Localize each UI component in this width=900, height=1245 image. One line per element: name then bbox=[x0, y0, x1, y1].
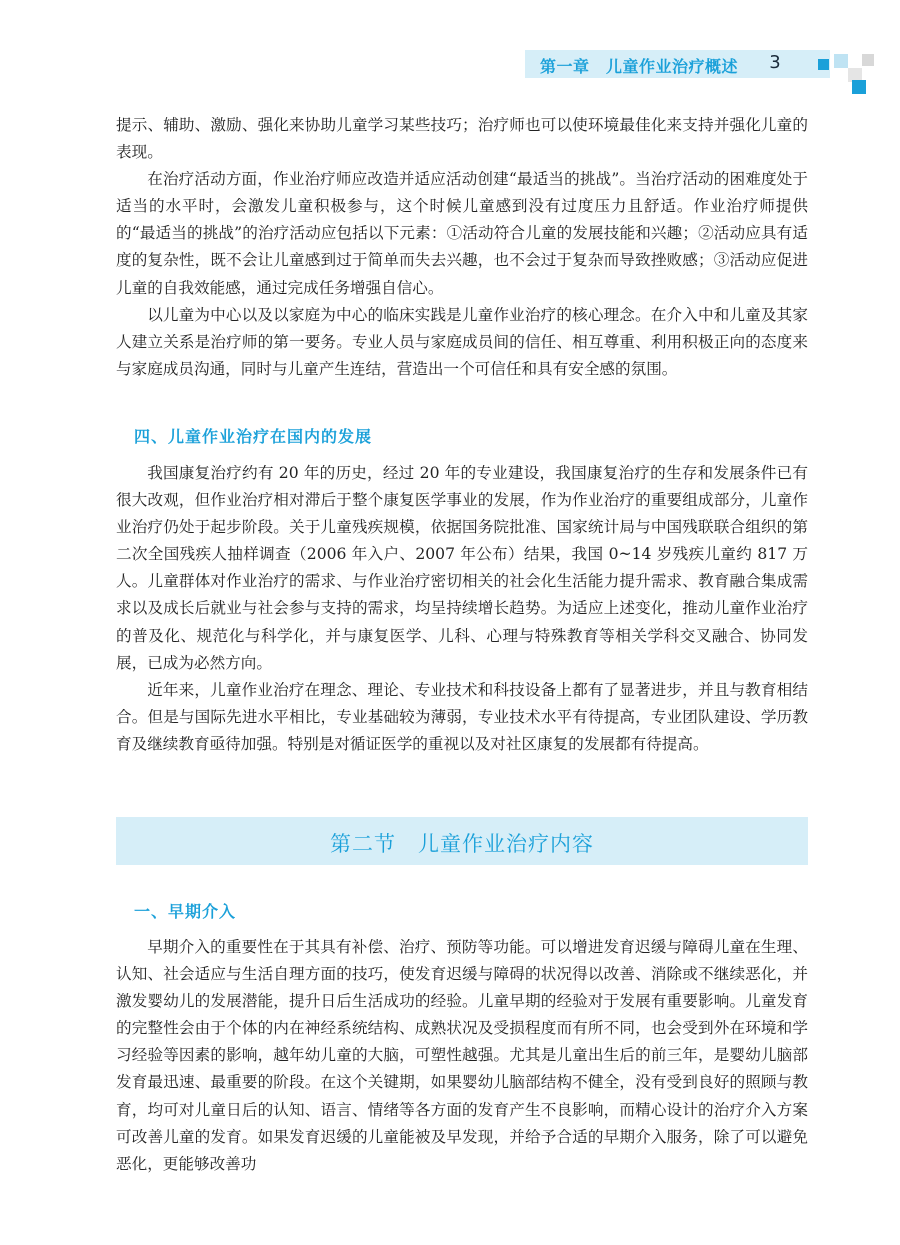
section-banner bbox=[116, 817, 808, 865]
paragraph: 提示、辅助、激励、强化来协助儿童学习某些技巧；治疗师也可以使环境最佳化来支持并强化儿童的表现。 bbox=[116, 116, 808, 162]
section-heading: 一、早期介入 bbox=[134, 902, 237, 921]
paragraph: 在治疗活动方面，作业治疗师应改造并适应活动创建“最适当的挑战”。当治疗活动的困难度处于适当的水平时，会激发儿童积极参与，这个时候儿童感到没有过度压力且舒适。作业治疗师提供的“最适当的挑战”的治疗活动应包括以下元素：①活动符合儿童的发展技能和兴趣；②活动应具有适度的复杂性，既不会让儿童感到过于简单而失去兴趣，也不会过于复杂而导致挫败感；③活动应促进儿童的自我效能感，通过完成任务增强自信心。 bbox=[116, 170, 808, 297]
section-title: 第二节 儿童作业治疗内容 bbox=[330, 832, 594, 856]
page-number: 3 bbox=[769, 52, 781, 73]
decor-square-icon bbox=[818, 59, 829, 70]
paragraph: 近年来，儿童作业治疗在理念、理论、专业技术和科技设备上都有了显著进步，并且与教育相结合。但是与国际先进水平相比，专业基础较为薄弱，专业技术水平有待提高，专业团队建设、学历教育及继续教育亟待加强。特别是对循证医学的重视以及对社区康复的发展都有待提高。 bbox=[116, 680, 808, 753]
decor-square-icon bbox=[862, 54, 874, 66]
page-header bbox=[0, 50, 900, 88]
decor-square-icon bbox=[834, 54, 848, 68]
text-block-domestic bbox=[116, 460, 808, 758]
paragraph: 早期介入的重要性在于其具有补偿、治疗、预防等功能。可以增进发育迟缓与障碍儿童在生理、认知、社会适应与生活自理方面的技巧，使发育迟缓与障碍的状况得以改善、消除或不继续恶化，并激发婴幼儿的发展潜能，提升日后生活成功的经验。儿童早期的经验对于发展有重要影响。儿童发育的完整性会由于个体的内在神经系统结构、成熟状况及受损程度而有所不同，也会受到外在环境和学习经验等因素的影响，越年幼儿童的大脑，可塑性越强。尤其是儿童出生后的前三年，是婴幼儿脑部发育最迅速、最重要的阶段。在这个关键期，如果婴幼儿脑部结构不健全，没有受到良好的照顾与教育，均可对儿童日后的认知、语言、情绪等各方面的发育产生不良影响，而精心设计的治疗介入方案可改善儿童的发育。如果发育迟缓的儿童能被及早发现，并给予合适的早期介入服务，除了可以避免恶化，更能够改善功 bbox=[116, 938, 808, 1173]
section-heading: 四、儿童作业治疗在国内的发展 bbox=[134, 427, 373, 446]
chapter-title: 第一章 儿童作业治疗概述 bbox=[540, 57, 739, 76]
text-block-intro bbox=[116, 112, 808, 383]
text-block-early-intervention bbox=[116, 934, 808, 1178]
paragraph: 以儿童为中心以及以家庭为中心的临床实践是儿童作业治疗的核心理念。在介入中和儿童及其家人建立关系是治疗师的第一要务。专业人员与家庭成员间的信任、相互尊重、利用积极正向的态度来与家庭成员沟通，同时与儿童产生连结，营造出一个可信任和具有安全感的氛围。 bbox=[116, 305, 808, 378]
paragraph: 我国康复治疗约有 20 年的历史，经过 20 年的专业建设，我国康复治疗的生存和发展条件已有很大改观，但作业治疗相对滞后于整个康复医学事业的发展，作为作业治疗的重要组成部分，儿童作业治疗仍处于起步阶段。关于儿童残疾规模，依据国务院批准、国家统计局与中国残联联合组织的第二次全国残疾人抽样调查（2006 年入户、2007 年公布）结果，我国 0~14 岁残疾儿童约 817 万人。儿童群体对作业治疗的需求、与作业治疗密切相关的社会化生活能力提升需求、教育融合集成需求以及成长后就业与社会参与支持的需求，均呈持续增长趋势。为适应上述变化，推动儿童作业治疗的普及化、规范化与科学化，并与康复医学、儿科、心理与特殊教育等相关学科交叉融合、协同发展，已成为必然方向。 bbox=[116, 464, 808, 672]
decor-square-icon bbox=[852, 80, 866, 94]
